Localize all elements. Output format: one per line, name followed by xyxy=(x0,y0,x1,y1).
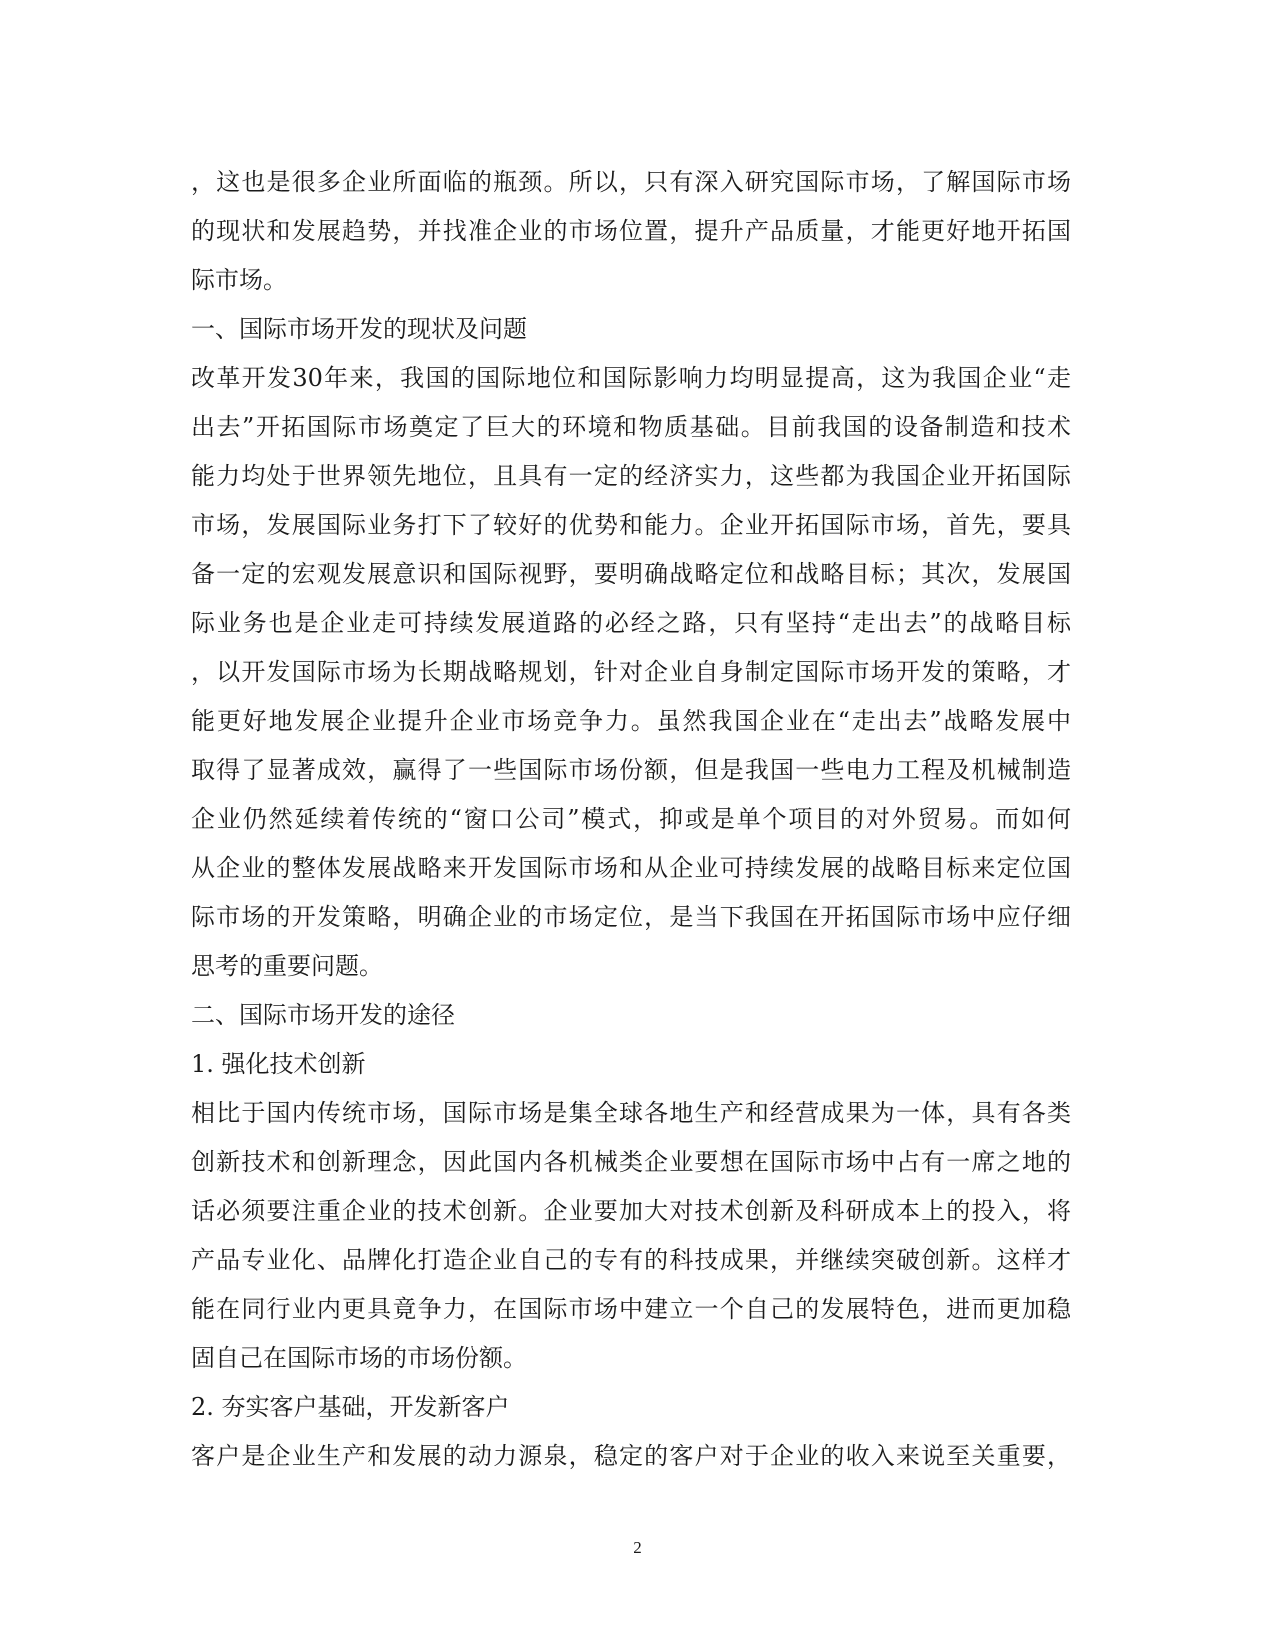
page-number: 2 xyxy=(633,1538,642,1557)
text-line: 思考的重要问题。 xyxy=(191,952,383,980)
subsection-heading: 2. 夯实客户基础，开发新客户 xyxy=(191,1393,510,1421)
text-line: 出去”开拓国际市场奠定了巨大的环境和物质基础。目前我国的设备制造和技术 xyxy=(191,413,1071,441)
section-heading: 二、国际市场开发的途径 xyxy=(191,1001,455,1029)
text-line: ，以开发国际市场为长期战略规划，针对企业自身制定国际市场开发的策略，才 xyxy=(191,658,1071,686)
text-line: 市场，发展国际业务打下了较好的优势和能力。企业开拓国际市场，首先，要具 xyxy=(191,511,1071,539)
text-line: 从企业的整体发展战略来开发国际市场和从企业可持续发展的战略目标来定位国 xyxy=(191,854,1071,882)
text-line: 际市场的开发策略，明确企业的市场定位，是当下我国在开拓国际市场中应仔细 xyxy=(191,903,1071,931)
text-line: 能在同行业内更具竟争力，在国际市场中建立一个自己的发展特色，进而更加稳 xyxy=(191,1295,1071,1323)
text-line: 能力均处于世界领先地位，且具有一定的经济实力，这些都为我国企业开拓国际 xyxy=(191,462,1071,490)
text-line: 相比于国内传统市场，国际市场是集全球各地生产和经营成果为一体，具有各类 xyxy=(191,1099,1071,1127)
text-line: 企业仍然延续着传统的“窗口公司”模式，抑或是单个项目的对外贸易。而如何 xyxy=(191,805,1071,833)
text-line: 产品专业化、品牌化打造企业自己的专有的科技成果，并继续突破创新。这样才 xyxy=(191,1246,1071,1274)
text-line: 际市场。 xyxy=(191,266,287,294)
text-line: 际业务也是企业走可持续发展道路的必经之路，只有坚持“走出去”的战略目标 xyxy=(191,609,1071,637)
text-line: ，这也是很多企业所面临的瓶颈。所以，只有深入研究国际市场，了解国际市场 xyxy=(191,168,1071,196)
text-line: 能更好地发展企业提升企业市场竞争力。虽然我国企业在“走出去”战略发展中 xyxy=(191,707,1071,735)
text-line: 的现状和发展趋势，并找准企业的市场位置，提升产品质量，才能更好地开拓国 xyxy=(191,217,1071,245)
text-line: 改革开发30年来，我国的国际地位和国际影响力均明显提高，这为我国企业“走 xyxy=(191,364,1071,392)
text-line: 备一定的宏观发展意识和国际视野，要明确战略定位和战略目标；其次，发展国 xyxy=(191,560,1071,588)
document-body xyxy=(191,158,1071,1481)
text-line: 创新技术和创新理念，因此国内各机械类企业要想在国际市场中占有一席之地的 xyxy=(191,1148,1071,1176)
text-line: 固自己在国际市场的市场份额。 xyxy=(191,1344,527,1372)
text-line: 取得了显著成效，赢得了一些国际市场份额，但是我国一些电力工程及机械制造 xyxy=(191,756,1071,784)
text-line: 客户是企业生产和发展的动力源泉，稳定的客户对于企业的收入来说至关重要， xyxy=(191,1442,1071,1470)
text-line: 话必须要注重企业的技术创新。企业要加大对技术创新及科研成本上的投入，将 xyxy=(191,1197,1071,1225)
section-heading: 一、国际市场开发的现状及问题 xyxy=(191,315,527,343)
subsection-heading: 1. 强化技术创新 xyxy=(191,1050,366,1078)
